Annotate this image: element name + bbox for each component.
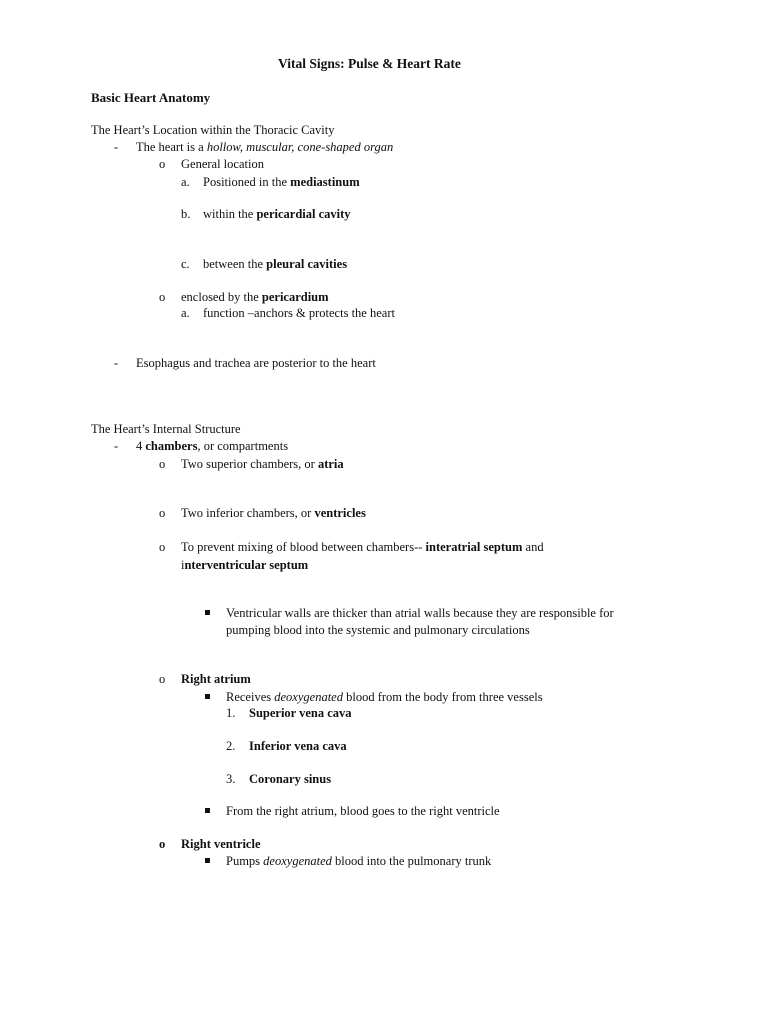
pericardium-function: function –anchors & protects the heart bbox=[203, 306, 395, 320]
list-marker-b: b. bbox=[181, 207, 191, 221]
square-bullet bbox=[205, 858, 210, 863]
circle-bullet: o bbox=[159, 540, 166, 554]
right-ventricle-heading: Right ventricle bbox=[181, 837, 261, 851]
location-item-c: between the pleural cavities bbox=[203, 257, 348, 271]
inferior-chambers: Two inferior chambers, or ventricles bbox=[181, 506, 366, 520]
section-heading: Basic Heart Anatomy bbox=[91, 90, 211, 105]
circle-bullet: o bbox=[159, 837, 166, 851]
vessel-coronary-sinus: Coronary sinus bbox=[249, 772, 332, 786]
general-location: General location bbox=[181, 157, 264, 171]
circle-bullet: o bbox=[159, 157, 166, 171]
septum-line-1: To prevent mixing of blood between chambers-- interatrial septum and bbox=[181, 540, 544, 554]
superior-chambers: Two superior chambers, or atria bbox=[181, 457, 344, 471]
location-item-b: within the pericardial cavity bbox=[203, 207, 351, 221]
right-atrium-heading: Right atrium bbox=[181, 672, 251, 686]
septum-line-2: interventricular septum bbox=[181, 558, 309, 572]
dash-bullet: - bbox=[114, 140, 119, 154]
dash-bullet: - bbox=[114, 439, 119, 453]
list-marker-a: a. bbox=[181, 306, 190, 320]
circle-bullet: o bbox=[159, 290, 166, 304]
square-bullet bbox=[205, 694, 210, 699]
dash-bullet: - bbox=[114, 356, 119, 370]
esophagus-note: Esophagus and trachea are posterior to the heart bbox=[136, 356, 376, 370]
number-marker-2: 2. bbox=[226, 739, 236, 753]
number-marker-1: 1. bbox=[226, 706, 236, 720]
internal-heading: The Heart’s Internal Structure bbox=[91, 422, 241, 436]
pumps-blood: Pumps deoxygenated blood into the pulmonary trunk bbox=[226, 854, 492, 868]
document-title: Vital Signs: Pulse & Heart Rate bbox=[278, 56, 461, 71]
vessel-superior-vena-cava: Superior vena cava bbox=[249, 706, 352, 720]
right-atrium-flow: From the right atrium, blood goes to the right ventricle bbox=[226, 804, 500, 818]
heart-description: The heart is a hollow, muscular, cone-shaped organ bbox=[136, 140, 394, 154]
heart-description-italic: hollow, muscular, cone-shaped organ bbox=[206, 140, 394, 154]
square-bullet bbox=[205, 808, 210, 813]
number-marker-3: 3. bbox=[226, 772, 236, 786]
location-item-a: Positioned in the mediastinum bbox=[203, 175, 360, 189]
list-marker-c: c. bbox=[181, 257, 190, 271]
ventricular-walls-line-1: Ventricular walls are thicker than atrial walls because they are responsible for bbox=[226, 606, 614, 620]
vessel-inferior-vena-cava: Inferior vena cava bbox=[249, 739, 347, 753]
square-bullet bbox=[205, 610, 210, 615]
receives-blood: Receives deoxygenated blood from the body from three vessels bbox=[226, 690, 543, 704]
list-marker-a: a. bbox=[181, 175, 190, 189]
chambers-item: 4 chambers, or compartments bbox=[136, 439, 289, 453]
circle-bullet: o bbox=[159, 506, 166, 520]
ventricular-walls-line-2: pumping blood into the systemic and pulmonary circulations bbox=[226, 623, 530, 637]
circle-bullet: o bbox=[159, 457, 166, 471]
enclosed-by-pericardium: enclosed by the pericardium bbox=[181, 290, 329, 304]
circle-bullet: o bbox=[159, 672, 166, 686]
location-heading: The Heart’s Location within the Thoracic Cavity bbox=[91, 123, 335, 137]
